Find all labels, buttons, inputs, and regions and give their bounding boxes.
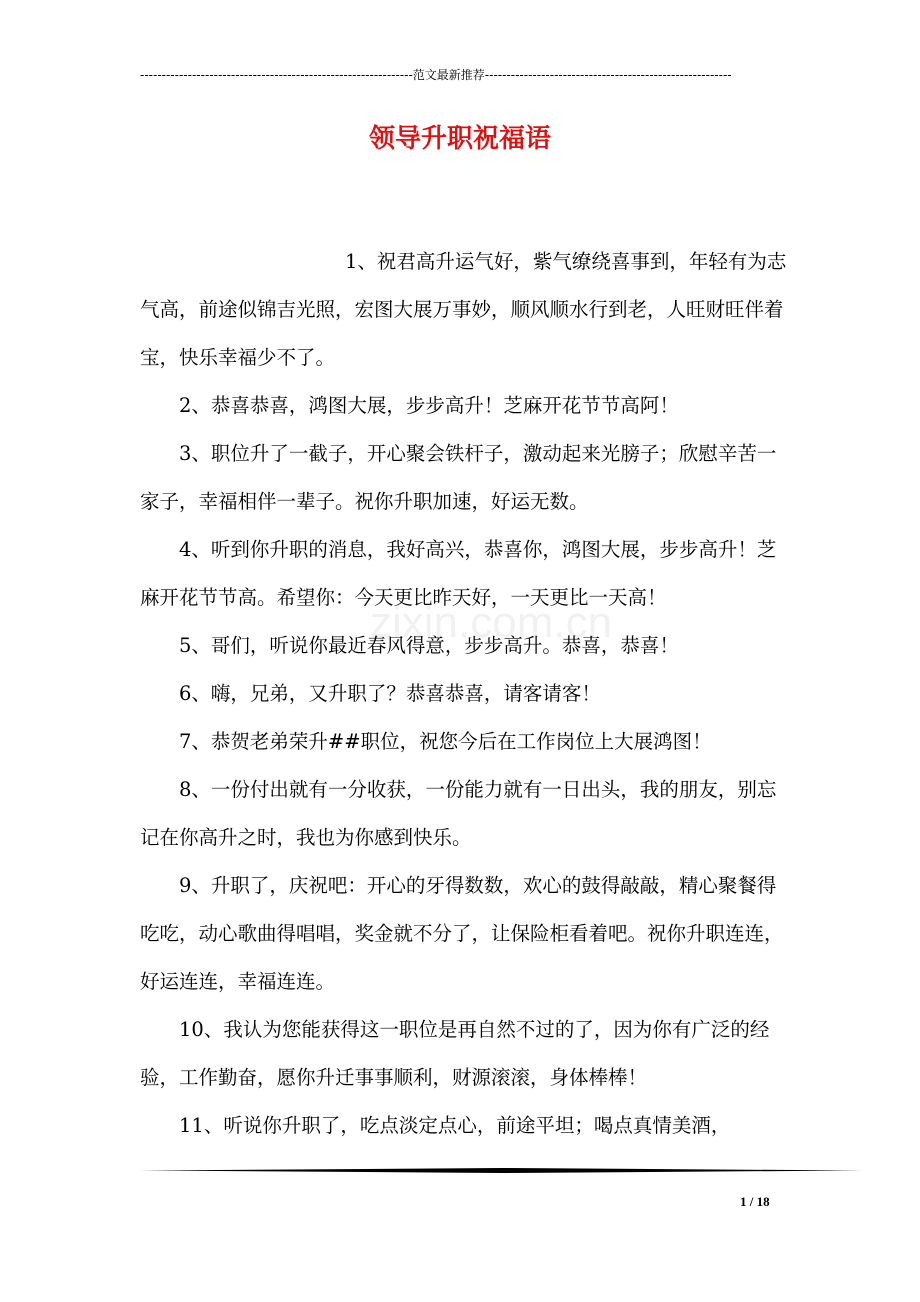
paragraph-3: 3、职位升了一截子，开心聚会铁杆子，激动起来光膀子；欣慰辛苦一家子，幸福相伴一辈子。祝你升职加速，好运无数。 — [140, 442, 777, 513]
footer-divider — [140, 1168, 862, 1173]
document-body — [140, 238, 790, 1150]
watermark: zixin.com.cn — [370, 598, 613, 647]
paragraph-9: 9、升职了，庆祝吧：开心的牙得数数，欢心的鼓得敲敲，精心聚餐得吃吃，动心歌曲得唱唱，奖金就不分了，让保险柜看着吧。祝你升职连连，好运连连，幸福连连。 — [140, 874, 784, 993]
paragraph-11: 11、听说你升职了，吃点淡定点心，前途平坦；喝点真情美酒， — [179, 1114, 731, 1137]
paragraph-4: 4、听到你升职的消息，我好高兴，恭喜你，鸿图大展，步步高升！芝麻开花节节高。希望你：今天更比昨天好，一天更比一天高！ — [140, 538, 777, 609]
paragraph-8: 8、一份付出就有一分收获，一份能力就有一日出头，我的朋友，别忘记在你高升之时，我也为你感到快乐。 — [140, 778, 777, 849]
page-number: 1 / 18 — [740, 1194, 770, 1209]
paragraph-5: 5、哥们，听说你最近春风得意，步步高升。恭喜，恭喜！ — [179, 634, 679, 657]
paragraph-2: 2、恭喜恭喜，鸿图大展，步步高升！芝麻开花节节高阿！ — [179, 394, 679, 417]
paragraph-10: 10、我认为您能获得这一职位是再自然不过的了，因为你有广泛的经验，工作勤奋，愿你升迁事事顺利，财源滚滚，身体棒棒！ — [140, 1018, 770, 1089]
paragraph-7: 7、恭贺老弟荣升##职位，祝您今后在工作岗位上大展鸿图！ — [179, 730, 712, 753]
header-banner: ---------------------------------------------------------------范文最新推荐--------------------------------------------------------- — [140, 68, 732, 82]
page-title: 领导升职祝福语 — [368, 124, 551, 154]
paragraph-6: 6、嗨，兄弟，又升职了？恭喜恭喜，请客请客！ — [179, 682, 601, 705]
paragraph-1: 1、祝君高升运气好，紫气缭绕喜事到，年轻有为志气高，前途似锦吉光照，宏图大展万事妙，顺风顺水行到老，人旺财旺伴着宝，快乐幸福少不了。 — [140, 250, 787, 369]
